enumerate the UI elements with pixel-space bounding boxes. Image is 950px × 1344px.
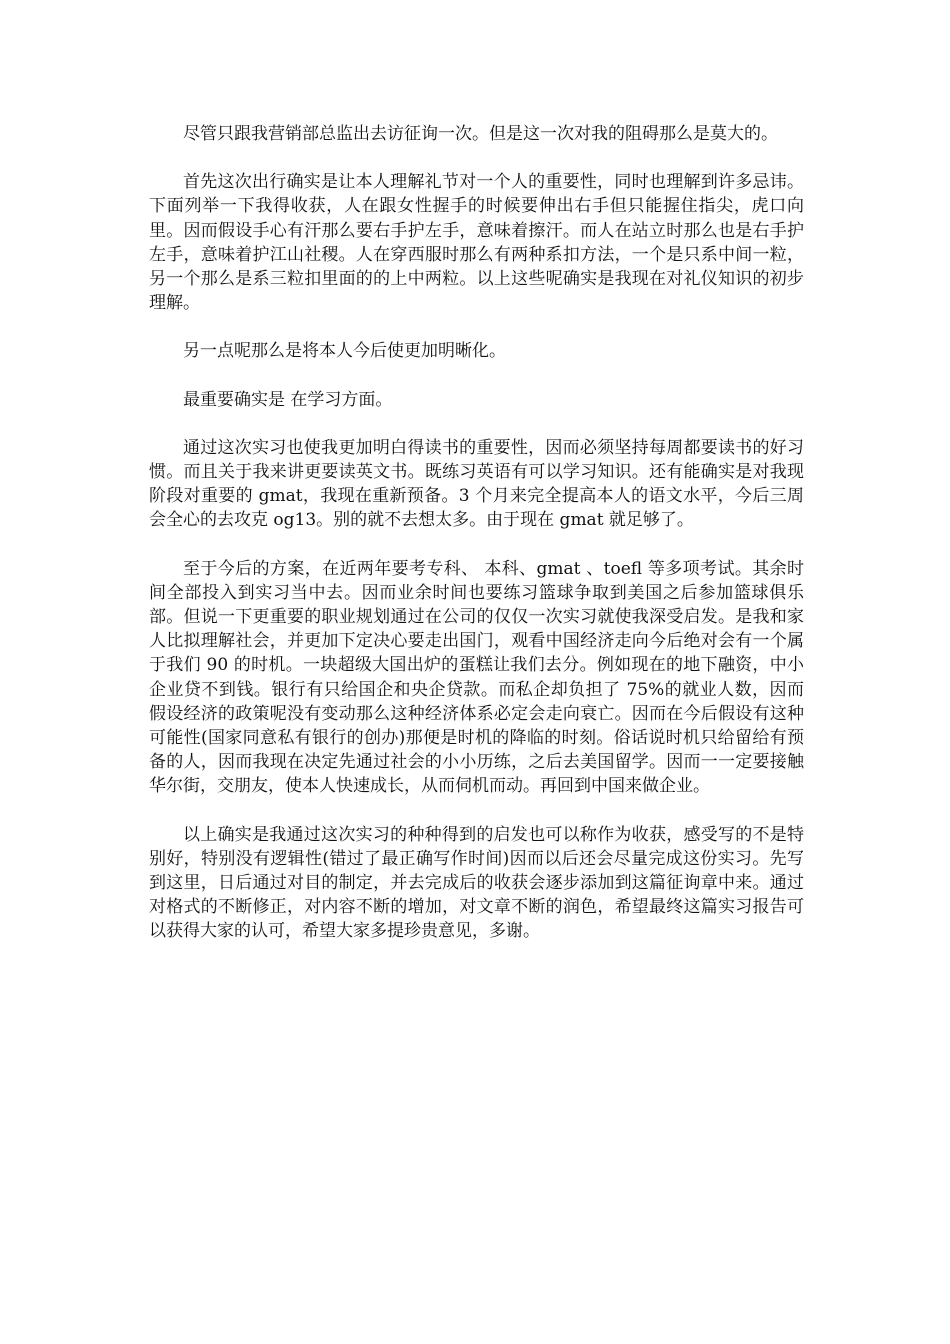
paragraph-7: 以上确实是我通过这次实习的种种得到的启发也可以称作为收获，感受写的不是特别好，特别没有逻辑性(错过了最正确写作时间)因而以后还会尽量完成这份实习。先写到这里，日后通过对目的制定，并去完成后的收获会逐步添加到这篇征询章中来。通过对格式的不断修正，对内容不断的增加，对文章不断的润色，希望最终这篇实习报告可以获得大家的认可，希望大家多提珍贵意见，多谢。	[149, 824, 804, 942]
paragraph-4: 最重要确实是 在学习方面。	[183, 389, 393, 410]
paragraph-6: 至于今后的方案，在近两年要考专科、 本科、gmat 、toefl 等多项考试。其余时间全部投入到实习当中去。因而业余时间也要练习篮球争取到美国之后参加篮球俱乐部。但说一下更重要的职业规划通过在公司的仅仅一次实习就使我深受启发。是我和家人比拟理解社会，并更加下定决心要走出国门，观看中国经济走向今后绝对会有一个属于我们 90 的时机。一块超级大国出炉的蛋糕让我们去分。例如现在的地下融资，中小企业贷不到钱。银行有只给国企和央企贷款。而私企却负担了 75%的就业人数，因而假设经济的政策呢没有变动那么这种经济体系必定会走向衰亡。因而在今后假设有这种可能性(国家同意私有银行的创办)那便是时机的降临的时刻。俗话说时机只给留给有预备的人，因而我现在决定先通过社会的小小历练，之后去美国留学。因而一一定要接触华尔街，交朋友，使本人快速成长，从而伺机而动。再回到中国来做企业。	[149, 558, 804, 797]
document-body	[149, 122, 804, 968]
paragraph-3: 另一点呢那么是将本人今后使更加明晰化。	[183, 341, 506, 362]
paragraph-1: 尽管只跟我营销部总监出去访征询一次。但是这一次对我的阻碍那么是莫大的。	[183, 124, 778, 144]
paragraph-2: 首先这次出行确实是让本人理解礼节对一个人的重要性，同时也理解到许多忌讳。下面列举一下我得收获，人在跟女性握手的时候要伸出右手但只能握住指尖，虎口向里。因而假设手心有汗那么要右手护左手，意味着擦汗。而人在站立时那么也是右手护左手，意味着护江山社稷。人在穿西服时那么有两种系扣方法，一个是只系中间一粒，另一个那么是系三粒扣里面的的上中两粒。以上这些呢确实是我现在对礼仪知识的初步理解。	[149, 172, 804, 314]
paragraph-5: 通过这次实习也使我更加明白得读书的重要性，因而必须坚持每周都要读书的好习惯。而且关于我来讲更要读英文书。既练习英语有可以学习知识。还有能确实是对我现阶段对重要的 gmat，我现在重新预备。3 个月来完全提高本人的语文水平，今后三周会全心的去攻克 og13。别的就不去想太多。由于现在 gmat 就足够了。	[149, 437, 804, 531]
